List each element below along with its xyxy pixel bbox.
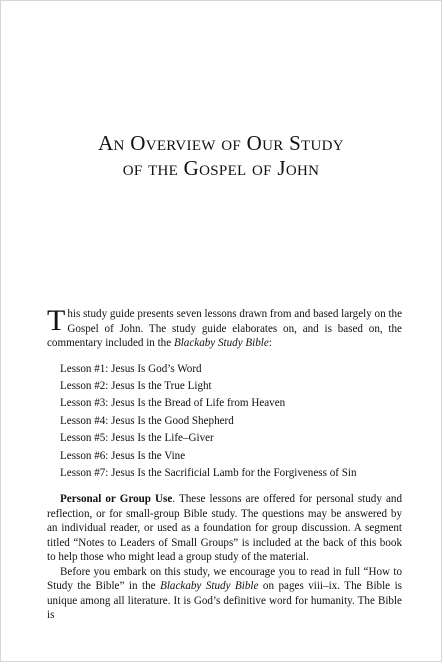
personal-use-paragraph (47, 492, 402, 565)
before-study-text-2: on pages viii–ix. The Bible is unique among all literature. It is God’s definitive word for humanity. The Bible is (47, 580, 402, 622)
intro-text-1: his study guide presents seven lessons drawn from and based largely on the Gospel of John. The study guide elaborates on, and is based on, the commentary included in the (47, 308, 402, 349)
page-title (1, 131, 441, 181)
intro-paragraph (47, 304, 402, 351)
drop-cap: T (47, 304, 66, 337)
intro-book-title: Blackaby Study Bible (173, 337, 269, 349)
before-study-paragraph (47, 565, 402, 623)
lesson-item-6: Lesson #6: Jesus Is the Vine (60, 449, 186, 462)
lesson-item-5: Lesson #5: Jesus Is the Life–Giver (60, 432, 214, 445)
lesson-item-4: Lesson #4: Jesus Is the Good Shepherd (60, 414, 234, 427)
personal-use-heading: Personal or Group Use (60, 493, 173, 506)
lesson-list (60, 361, 402, 483)
personal-use-text: . These lessons are offered for personal study and reflection, or for small-group Bible study. The questions may be answered by an individual reader, or used as a foundation for group discussion. A segment titled “Notes to Leaders of Small Groups” is included at the back of this book to help those who might lead a group study of the material. (47, 493, 402, 564)
before-study-text-1: Before you embark on this study, we encourage you to read in full “How to Study the Bible” in the (47, 565, 402, 593)
lesson-item-2: Lesson #2: Jesus Is the True Light (60, 379, 212, 392)
before-study-book-title: Blackaby Study Bible (160, 580, 259, 593)
lesson-item-7: Lesson #7: Jesus Is the Sacrificial Lamb for the Forgiveness of Sin (60, 466, 357, 479)
title-line-1: An Overview of Our Study (98, 131, 344, 155)
intro-text-2: : (268, 337, 272, 349)
lesson-item-3: Lesson #3: Jesus Is the Bread of Life from Heaven (60, 397, 286, 410)
body-text (47, 304, 402, 623)
title-line-2: of the Gospel of John (122, 156, 320, 180)
lesson-item-1: Lesson #1: Jesus Is God’s Word (60, 362, 202, 375)
